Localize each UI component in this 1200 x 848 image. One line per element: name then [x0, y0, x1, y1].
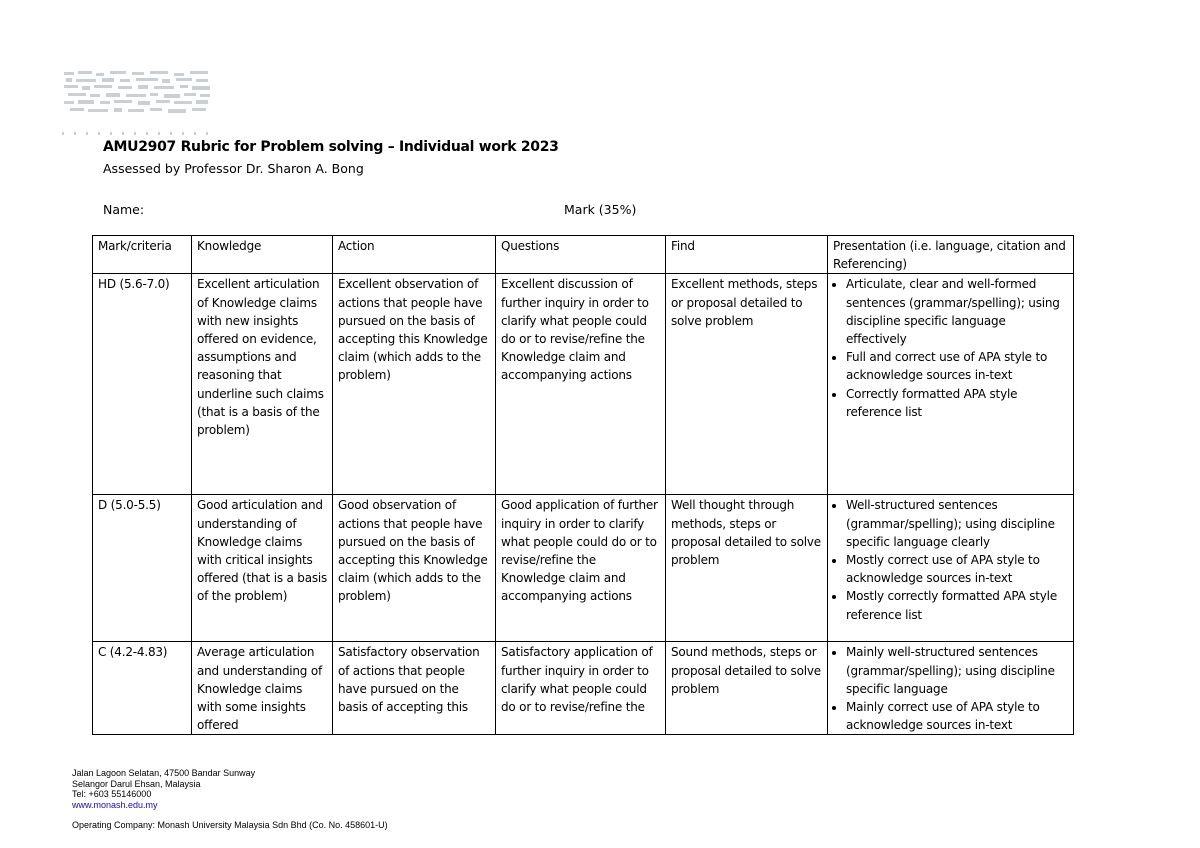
header-cell-find: Find	[666, 236, 828, 274]
presentation-cell	[828, 495, 1074, 642]
rubric-table	[92, 235, 1074, 735]
university-logo	[62, 70, 214, 116]
mark-cell: D (5.0-5.5)	[93, 495, 192, 642]
action-cell: Excellent observation of actions that people have pursued on the basis of accepting this Knowledge claim (which adds to the problem)	[333, 274, 496, 495]
header-cell-mark: Mark/criteria	[93, 236, 192, 274]
mark-cell: C (4.2-4.83)	[93, 642, 192, 735]
presentation-list	[833, 643, 1069, 734]
find-cell: Sound methods, steps or proposal detailed to solve problem	[666, 642, 828, 735]
document-title: AMU2907 Rubric for Problem solving – Individual work 2023	[103, 139, 559, 155]
presentation-cell	[828, 642, 1074, 735]
presentation-list	[833, 275, 1069, 421]
knowledge-cell: Average articulation and understanding of Knowledge claims with some insights offered	[192, 642, 333, 735]
table-row	[93, 642, 1074, 735]
list-item: • Mainly well-structured sentences (grammar/spelling); using discipline specific language	[846, 643, 1069, 698]
list-item: • Articulate, clear and well-formed sentences (grammar/spelling); using discipline specific language effectively	[846, 275, 1069, 348]
action-cell: Good observation of actions that people have pursued on the basis of accepting this Knowledge claim (which adds to the problem)	[333, 495, 496, 642]
questions-cell: Excellent discussion of further inquiry in order to clarify what people could do or to revise/refine the Knowledge claim and accompanying actions	[496, 274, 666, 495]
name-label: Name:	[103, 202, 145, 217]
footer-company-info: Operating Company: Monash University Malaysia Sdn Bhd (Co. No. 458601-U)	[72, 820, 388, 830]
table-header-row	[93, 236, 1074, 274]
mark-label: Mark (35%)	[564, 202, 637, 217]
presentation-cell	[828, 274, 1074, 495]
footer-website-link[interactable]: www.monash.edu.my	[72, 799, 158, 810]
knowledge-cell: Good articulation and understanding of Knowledge claims with critical insights offered (that is a basis of the problem)	[192, 495, 333, 642]
page-footer	[72, 768, 388, 831]
header-cell-knowledge: Knowledge	[192, 236, 333, 274]
table-row	[93, 495, 1074, 642]
list-item: • Mostly correct use of APA style to acknowledge sources in-text	[846, 551, 1069, 587]
logo-tagline	[62, 132, 212, 136]
list-item: • Mostly correctly formatted APA style reference list	[846, 587, 1069, 623]
mark-cell: HD (5.6-7.0)	[93, 274, 192, 495]
table-row	[93, 274, 1074, 495]
list-item: • Full and correct use of APA style to acknowledge sources in-text	[846, 348, 1069, 384]
list-item: • Correctly formatted APA style reference list	[846, 385, 1069, 421]
list-item: • Mainly correct use of APA style to acknowledge sources in-text	[846, 698, 1069, 734]
questions-cell: Good application of further inquiry in order to clarify what people could do or to revise/refine the Knowledge claim and accompanying actions	[496, 495, 666, 642]
assessor-line: Assessed by Professor Dr. Sharon A. Bong	[103, 161, 364, 176]
find-cell: Well thought through methods, steps or proposal detailed to solve problem	[666, 495, 828, 642]
header-cell-presentation: Presentation (i.e. language, citation and Referencing)	[828, 236, 1074, 274]
list-item: • Well-structured sentences (grammar/spelling); using discipline specific language clearly	[846, 496, 1069, 551]
footer-address-line: Selangor Darul Ehsan, Malaysia	[72, 778, 201, 789]
find-cell: Excellent methods, steps or proposal detailed to solve problem	[666, 274, 828, 495]
header-cell-action: Action	[333, 236, 496, 274]
footer-phone: Tel: +603 55146000	[72, 789, 152, 799]
questions-cell: Satisfactory application of further inquiry in order to clarify what people could do or to revise/refine the	[496, 642, 666, 735]
action-cell: Satisfactory observation of actions that people have pursued on the basis of accepting this	[333, 642, 496, 735]
footer-address-line: Jalan Lagoon Selatan, 47500 Bandar Sunway	[72, 768, 256, 778]
header-cell-questions: Questions	[496, 236, 666, 274]
knowledge-cell: Excellent articulation of Knowledge claims with new insights offered on evidence, assumptions and reasoning that underline such claims (that is a basis of the problem)	[192, 274, 333, 495]
presentation-list	[833, 496, 1069, 623]
